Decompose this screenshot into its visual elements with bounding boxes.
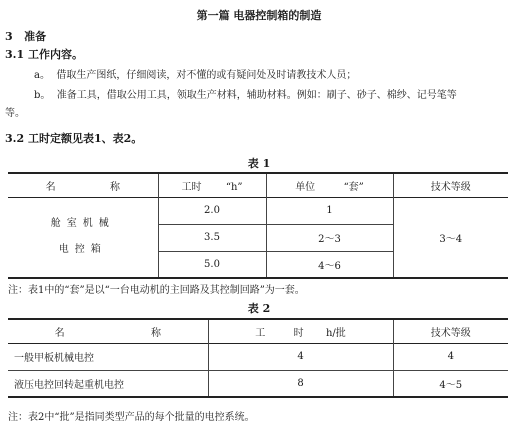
table-1-caption: 表 1 xyxy=(247,157,271,170)
chapter-header: 第一篇 电器控制箱的制造 xyxy=(196,9,322,22)
table-2-note: 注：表2中“批”是指同类型产品的每个批量的电控系统。 xyxy=(8,412,255,423)
header-hours-a: 工 xyxy=(255,327,266,339)
name-line-1: 舱室机械 xyxy=(50,218,115,230)
item-label: b。 xyxy=(34,90,51,101)
grade-cell: 4～5 xyxy=(439,379,463,391)
hours-cell: 8 xyxy=(208,370,393,397)
header-hours xyxy=(158,173,266,197)
item-text: 准备工具，借取公用工具，领取生产材料，辅助材料。例如：刷子、砂子、棉纱、记号笔等 xyxy=(56,90,457,101)
header-unit xyxy=(266,173,393,197)
table-1-note: 注：表1中的“套”是以“一台电动机的主回路及其控制回路”为一套。 xyxy=(8,285,305,296)
section-title: 工时定额见表1、表2。 xyxy=(27,132,143,145)
table-row xyxy=(8,197,508,224)
name-cell xyxy=(8,197,158,278)
section-3-1-heading xyxy=(5,46,83,62)
name-cell: 液压电控回转起重机电控 xyxy=(8,370,208,397)
grade-cell: 3～4 xyxy=(439,233,463,245)
header-hours-label: 工时 xyxy=(181,181,202,193)
header-hours-unit: “h” xyxy=(225,181,243,193)
header-unit-label: 单位 xyxy=(295,181,316,193)
name-cell: 一般甲板机械电控 xyxy=(8,343,208,370)
hours-cell: 4 xyxy=(208,343,393,370)
unit-cell: 1 xyxy=(266,197,393,224)
header-unit-unit: “套” xyxy=(343,181,364,193)
list-item-b xyxy=(34,86,457,101)
table-header-row xyxy=(8,173,508,197)
section-3-heading xyxy=(5,28,46,44)
list-item-a xyxy=(34,66,356,81)
item-label: a。 xyxy=(34,70,50,81)
section-number: 3 xyxy=(5,30,13,43)
section-3-2-heading xyxy=(5,130,142,146)
table-2-caption: 表 2 xyxy=(247,302,271,315)
table-row xyxy=(8,343,508,370)
item-text: 借取生产图纸，仔细阅读，对不懂的或有疑问处及时请教技术人员； xyxy=(56,70,357,81)
hours-cell: 5.0 xyxy=(158,251,266,278)
header-grade: 技术等级 xyxy=(430,327,471,339)
table-2 xyxy=(8,318,508,398)
header-name-left: 名 xyxy=(54,327,65,339)
table-row xyxy=(8,370,508,397)
list-item-b-continuation: 等。 xyxy=(5,108,25,119)
hours-cell: 3.5 xyxy=(158,224,266,251)
header-hours-unit: h/批 xyxy=(325,327,346,339)
header-grade: 技术等级 xyxy=(430,181,471,193)
section-number: 3.1 xyxy=(5,48,25,61)
name-line-2: 电控箱 xyxy=(58,244,107,256)
section-title: 准备 xyxy=(24,30,47,43)
unit-cell: 4～6 xyxy=(266,251,393,278)
grade-cell: 4 xyxy=(447,351,454,362)
header-hours xyxy=(208,319,393,343)
header-name xyxy=(8,173,158,197)
unit-cell: 2～3 xyxy=(266,224,393,251)
table-header-row xyxy=(8,319,508,343)
header-hours-b: 时 xyxy=(293,327,304,339)
section-title: 工作内容。 xyxy=(27,48,83,61)
header-name-right: 称 xyxy=(150,327,161,339)
header-name-right: 称 xyxy=(109,181,120,193)
section-number: 3.2 xyxy=(5,132,25,145)
hours-cell: 2.0 xyxy=(158,197,266,224)
header-name-left: 名 xyxy=(45,181,56,193)
table-1 xyxy=(8,172,508,279)
header-name xyxy=(8,319,208,343)
